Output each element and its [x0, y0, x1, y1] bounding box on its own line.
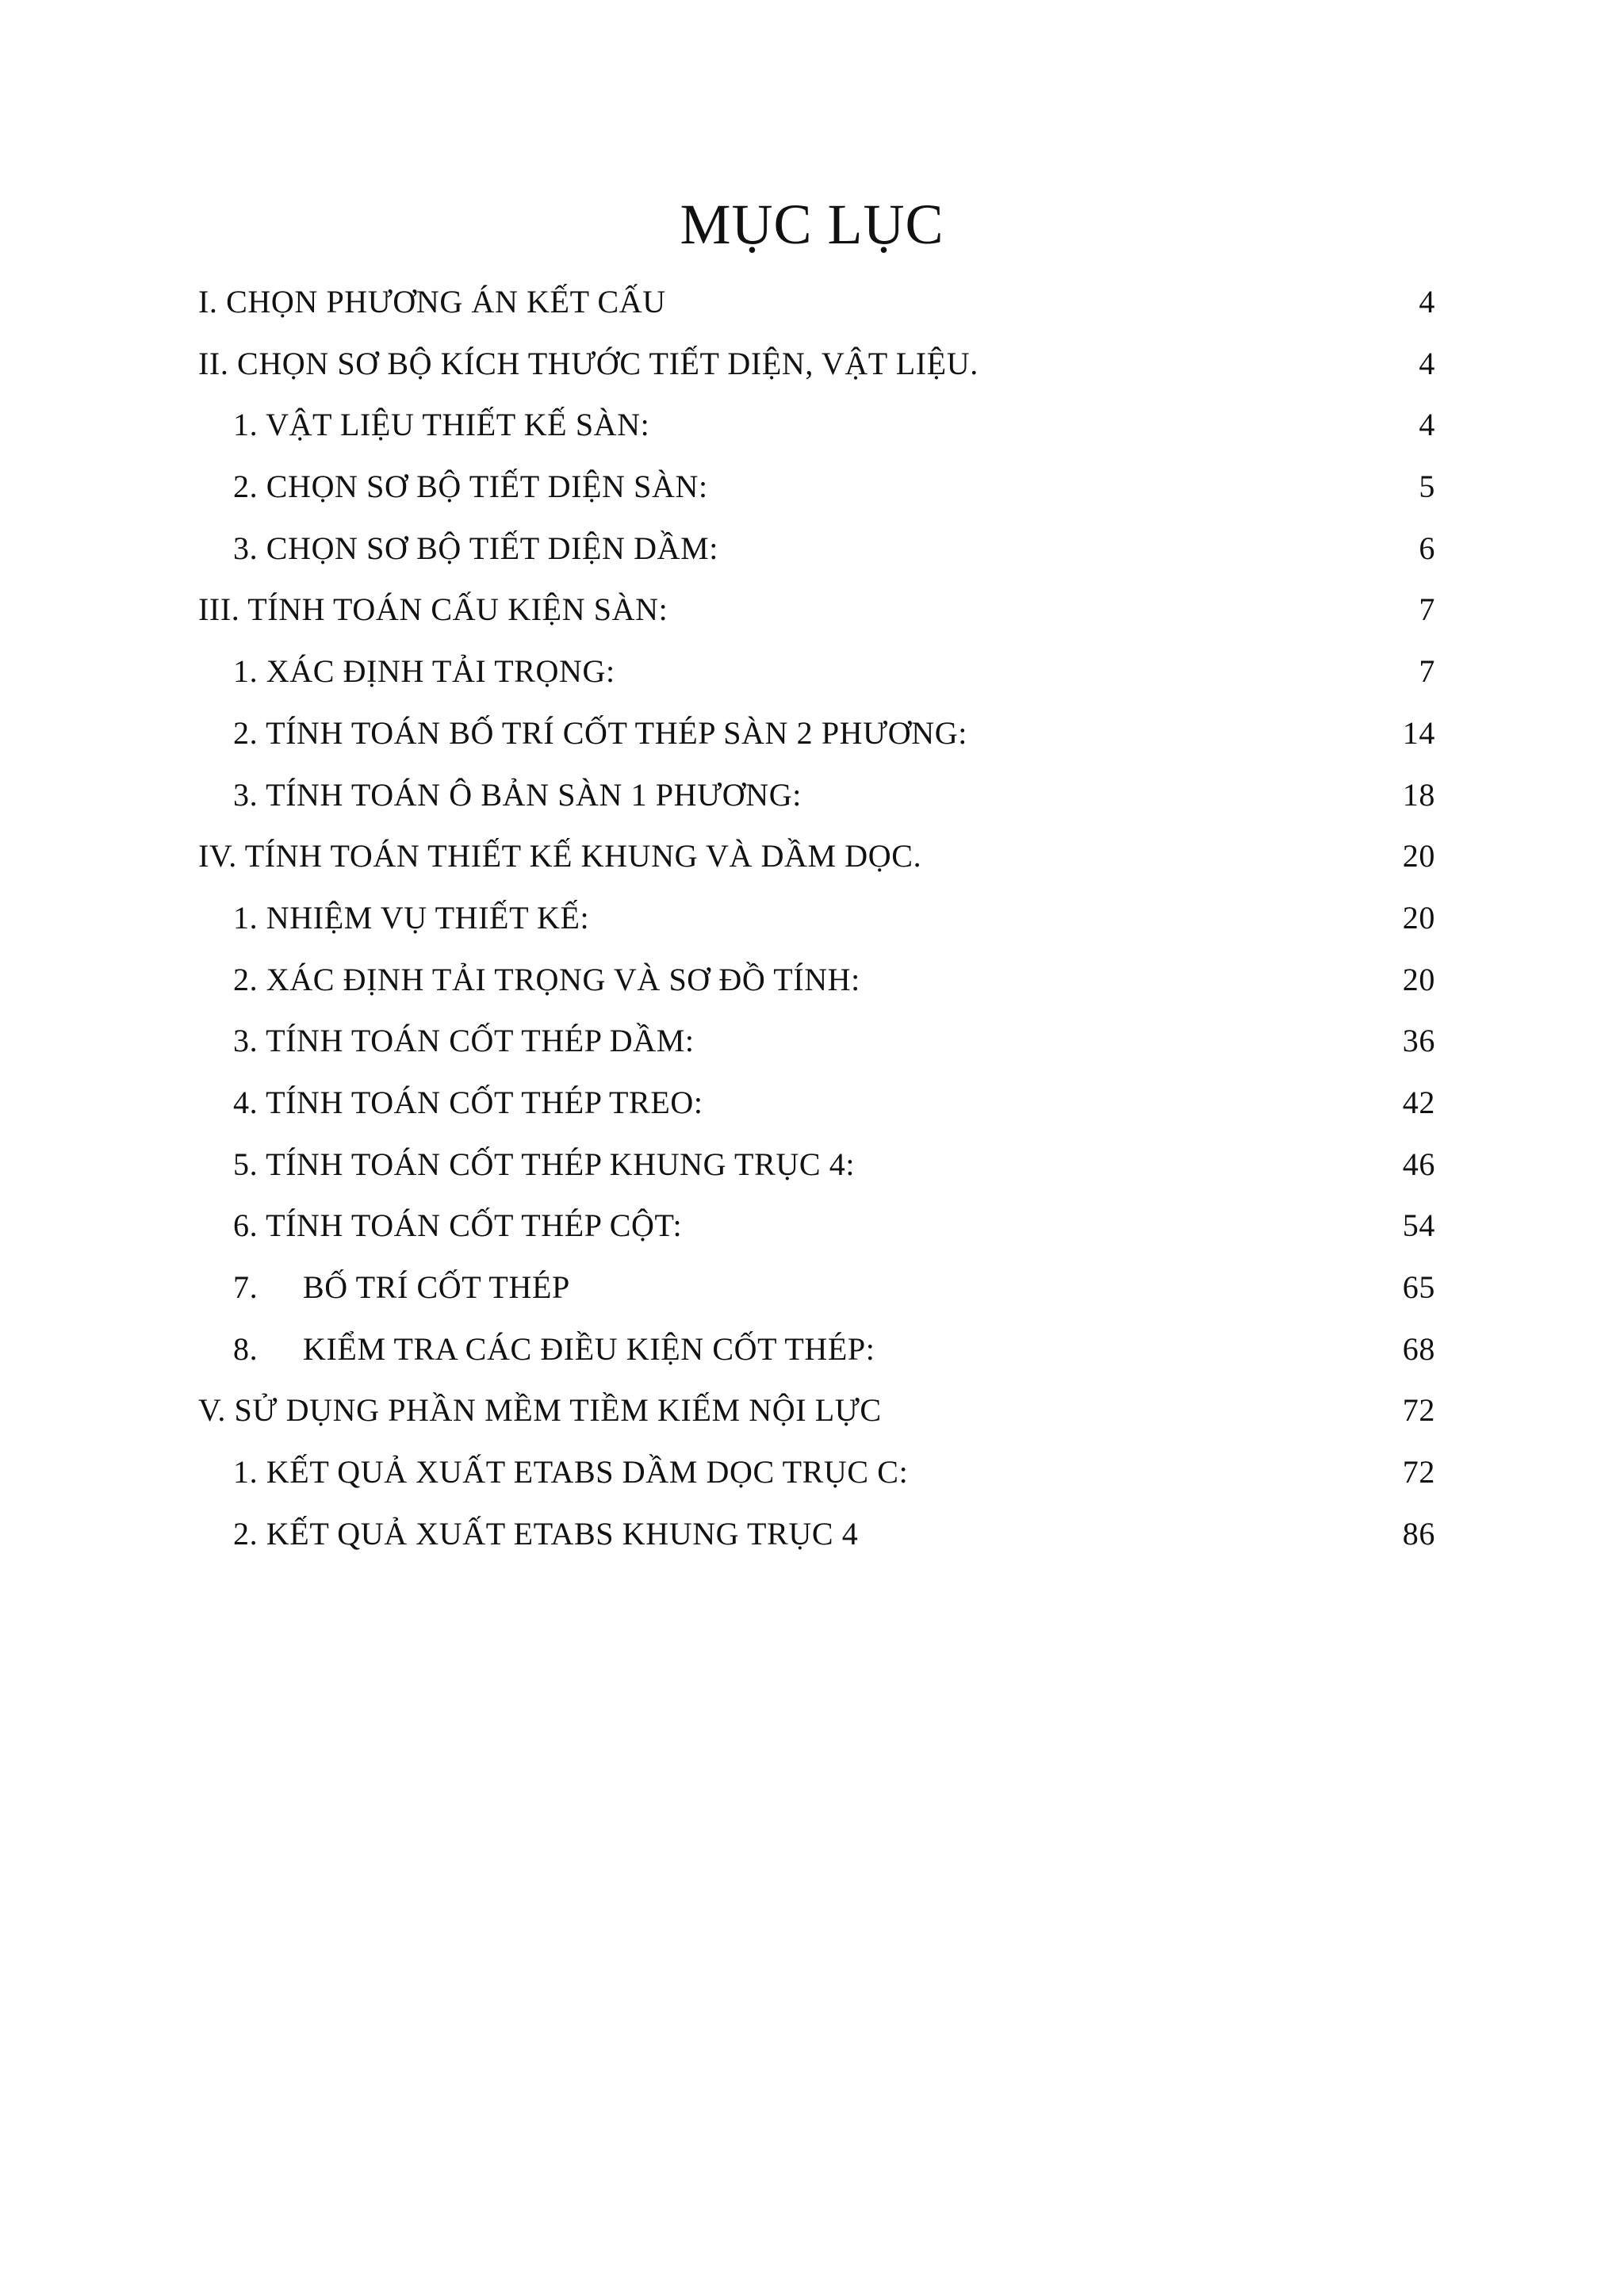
- toc-page-number: 46: [1402, 1146, 1435, 1182]
- toc-entry-number: 7.: [233, 1269, 259, 1305]
- toc-entry-number: 8.: [233, 1330, 259, 1367]
- toc-entry-text: IV. TÍNH TOÁN THIẾT KẾ KHUNG VÀ DẦM DỌC.: [198, 838, 922, 874]
- toc-page-number: 20: [1402, 838, 1435, 874]
- toc-page-number: 4: [1419, 284, 1435, 320]
- toc-page-number: 18: [1402, 776, 1435, 813]
- toc-entry-text: 3. TÍNH TOÁN CỐT THÉP DẦM:: [233, 1023, 695, 1059]
- toc-entry-text: 4. TÍNH TOÁN CỐT THÉP TREO:: [233, 1084, 703, 1120]
- toc-entry-text: II. CHỌN SƠ BỘ KÍCH THƯỚC TIẾT DIỆN, VẬT LIỆU.: [198, 345, 979, 381]
- toc-entry-16[interactable]: [198, 1195, 1435, 1257]
- toc-entry-9[interactable]: [198, 764, 1435, 826]
- toc-leader-dots: [671, 590, 1415, 622]
- toc-entry-12[interactable]: [198, 949, 1435, 1011]
- toc-page-number: 6: [1419, 530, 1435, 566]
- toc-page-number: 72: [1402, 1454, 1435, 1490]
- toc-leader-dots: [861, 1514, 1399, 1546]
- toc-leader-dots: [885, 1391, 1400, 1422]
- toc-leader-dots: [592, 898, 1400, 930]
- toc-entry-text: 2. KẾT QUẢ XUẤT ETABS KHUNG TRỤC 4: [233, 1515, 859, 1552]
- toc-leader-dots: [925, 836, 1400, 868]
- toc-entry-17[interactable]: [198, 1257, 1435, 1318]
- toc-page-number: 20: [1402, 899, 1435, 936]
- toc-leader-dots: [878, 1330, 1399, 1361]
- toc-entry-text: III. TÍNH TOÁN CẤU KIỆN SÀN:: [198, 591, 668, 628]
- toc-entry-text: 1. NHIỆM VỤ THIẾT KẾ:: [233, 899, 590, 936]
- toc-entry-5[interactable]: [198, 518, 1435, 580]
- toc-entry-7[interactable]: [198, 641, 1435, 702]
- toc-entry-text: 6. TÍNH TOÁN CỐT THÉP CỘT:: [233, 1207, 683, 1244]
- toc-page-number: 86: [1402, 1515, 1435, 1552]
- toc-leader-dots: [573, 1268, 1400, 1299]
- toc-entry-13[interactable]: [198, 1010, 1435, 1072]
- toc-page-number: 42: [1402, 1084, 1435, 1120]
- toc-entry-6[interactable]: [198, 579, 1435, 641]
- toc-entry-text: 2. CHỌN SƠ BỘ TIẾT DIỆN SÀN:: [233, 469, 708, 505]
- toc-leader-dots: [619, 652, 1416, 683]
- toc-page-number: 4: [1419, 345, 1435, 381]
- toc-entry-19[interactable]: [198, 1380, 1435, 1441]
- toc-entry-text: 1. KẾT QUẢ XUẤT ETABS DẦM DỌC TRỤC C:: [233, 1454, 909, 1490]
- toc-entry-11[interactable]: [198, 887, 1435, 949]
- toc-page-number: 54: [1402, 1207, 1435, 1244]
- toc-leader-dots: [711, 467, 1416, 499]
- toc-entry-18[interactable]: [198, 1318, 1435, 1380]
- toc-page-number: 72: [1402, 1392, 1435, 1429]
- toc-entry-2[interactable]: [198, 333, 1435, 395]
- toc-entry-1[interactable]: [198, 271, 1435, 333]
- toc-leader-dots: [805, 775, 1400, 807]
- toc-page-number: 20: [1402, 961, 1435, 997]
- page-title: MỤC LỤC: [680, 193, 944, 256]
- toc-entry-3[interactable]: [198, 394, 1435, 456]
- toc-entry-8[interactable]: [198, 702, 1435, 764]
- toc-entry-10[interactable]: [198, 825, 1435, 887]
- toc-entry-text: 3. TÍNH TOÁN Ô BẢN SÀN 1 PHƯƠNG:: [233, 776, 802, 813]
- toc-entry-text: BỐ TRÍ CỐT THÉP: [303, 1269, 570, 1305]
- toc-entry-15[interactable]: [198, 1134, 1435, 1196]
- toc-leader-dots: [698, 1021, 1400, 1053]
- table-of-contents: [198, 271, 1435, 1564]
- toc-leader-dots: [653, 405, 1415, 437]
- toc-entry-21[interactable]: [198, 1503, 1435, 1565]
- toc-entry-text: 1. XÁC ĐỊNH TẢI TRỌNG:: [233, 653, 615, 690]
- toc-page-number: 68: [1402, 1330, 1435, 1367]
- toc-entry-text: 2. TÍNH TOÁN BỐ TRÍ CỐT THÉP SÀN 2 PHƯƠNG:: [233, 714, 967, 751]
- toc-leader-dots: [858, 1145, 1400, 1177]
- toc-leader-dots: [982, 344, 1416, 376]
- toc-entry-text: 3. CHỌN SƠ BỘ TIẾT DIỆN DẦM:: [233, 530, 718, 566]
- toc-entry-14[interactable]: [198, 1072, 1435, 1134]
- toc-page-number: 4: [1419, 407, 1435, 443]
- toc-page-number: 65: [1402, 1269, 1435, 1305]
- toc-page-number: 36: [1402, 1023, 1435, 1059]
- toc-entry-text: 2. XÁC ĐỊNH TẢI TRỌNG VÀ SƠ ĐỒ TÍNH:: [233, 961, 860, 997]
- toc-page-number: 14: [1402, 714, 1435, 751]
- toc-page-number: 5: [1419, 469, 1435, 505]
- toc-leader-dots: [707, 1083, 1400, 1115]
- toc-page-number: 7: [1419, 591, 1435, 628]
- toc-leader-dots: [669, 282, 1416, 314]
- toc-entry-20[interactable]: [198, 1441, 1435, 1503]
- toc-entry-text: KIỂM TRA CÁC ĐIỀU KIỆN CỐT THÉP:: [303, 1330, 875, 1367]
- toc-entry-text: I. CHỌN PHƯƠNG ÁN KẾT CẤU: [198, 284, 666, 320]
- toc-leader-dots: [864, 960, 1400, 992]
- toc-entry-text: V. SỬ DỤNG PHẦN MỀM TIỀM KIẾM NỘI LỰC: [198, 1392, 882, 1429]
- toc-leader-dots: [911, 1452, 1400, 1484]
- toc-page-number: 7: [1419, 653, 1435, 690]
- toc-entry-text: 5. TÍNH TOÁN CỐT THÉP KHUNG TRỤC 4:: [233, 1146, 856, 1182]
- toc-leader-dots: [722, 529, 1415, 561]
- toc-leader-dots: [971, 714, 1400, 745]
- toc-entry-text: 1. VẬT LIỆU THIẾT KẾ SÀN:: [233, 407, 650, 443]
- toc-leader-dots: [685, 1206, 1400, 1238]
- toc-entry-4[interactable]: [198, 456, 1435, 518]
